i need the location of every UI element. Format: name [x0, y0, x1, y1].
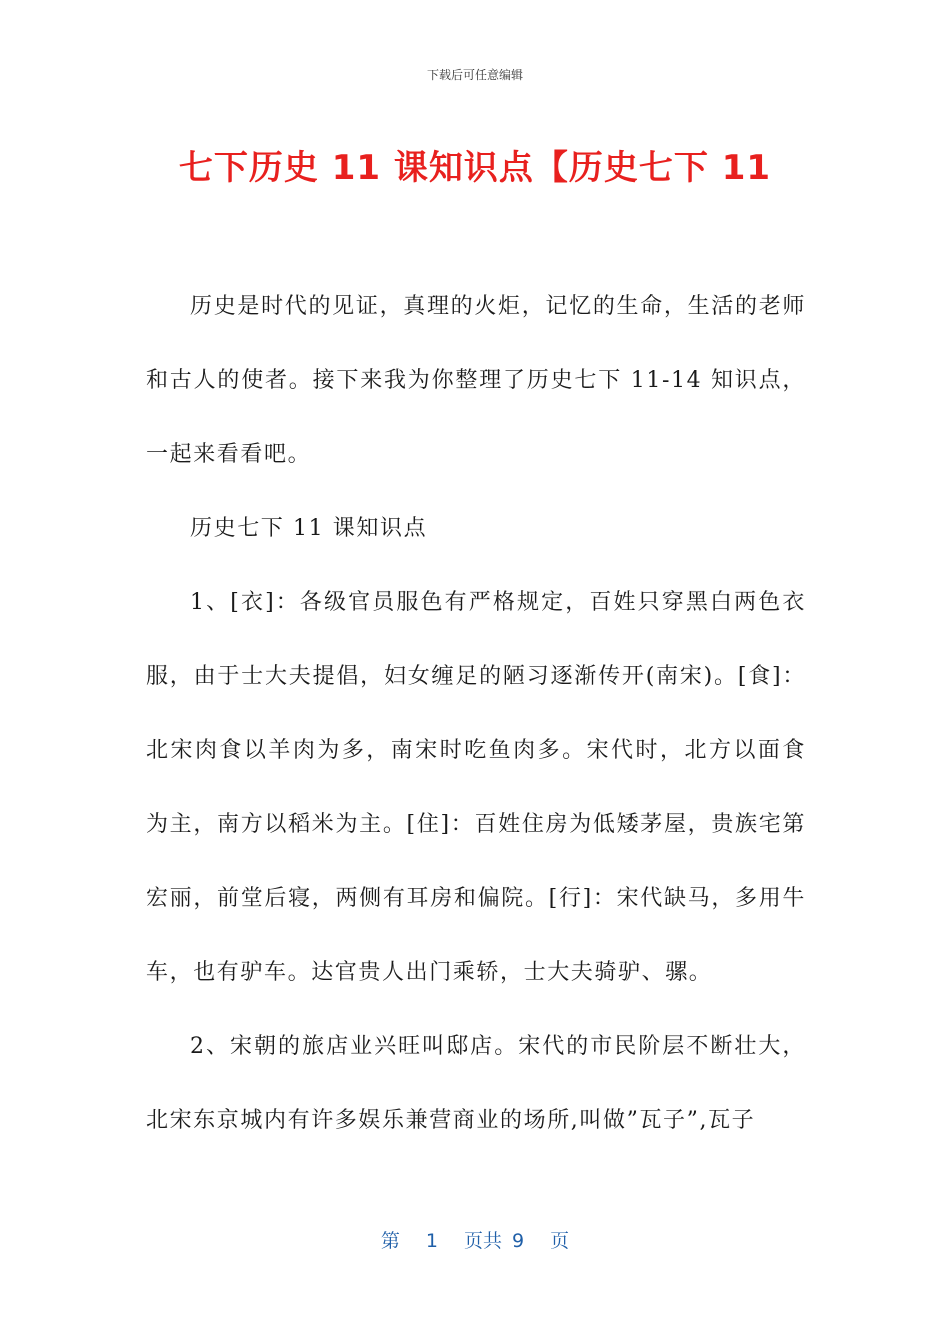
paragraph-item-2: 2、宋朝的旅店业兴旺叫邸店。宋代的市民阶层不断壮大，北宋东京城内有许多娱乐兼营商业的场所,叫做”瓦子”,瓦子: [146, 1034, 806, 1133]
page-footer: [0, 1226, 950, 1253]
document-body: [146, 270, 806, 1158]
paragraph-item-1: 1、[衣]：各级官员服色有严格规定，百姓只穿黑白两色衣服，由于士大夫提倡，妇女缠足的陋习逐渐传开(南宋)。[食]：北宋肉食以羊肉为多，南宋时吃鱼肉多。宋代时，北方以面食为主，南方以稻米为主。[住]：百姓住房为低矮茅屋，贵族宅第宏丽，前堂后寝，两侧有耳房和偏院。[行]：宋代缺马，多用牛车，也有驴车。达官贵人出门乘轿，士大夫骑驴、骡。: [146, 590, 806, 985]
footer-prefix: 第: [380, 1230, 400, 1252]
footer-middle: 页共: [463, 1230, 502, 1252]
paragraph-section-heading: 历史七下 11 课知识点: [190, 516, 428, 541]
document-title: 七下历史 11 课知识点【历史七下 11: [178, 148, 772, 188]
header-note: 下载后可任意编辑: [426, 68, 523, 82]
paragraph-intro: 历史是时代的见证，真理的火炬，记忆的生命，生活的老师和古人的使者。接下来我为你整理了历史七下 11-14 知识点，一起来看看吧。: [146, 294, 806, 467]
footer-total-pages: 9: [512, 1230, 525, 1252]
footer-page-number: 1: [425, 1230, 438, 1252]
footer-suffix: 页: [550, 1230, 570, 1252]
